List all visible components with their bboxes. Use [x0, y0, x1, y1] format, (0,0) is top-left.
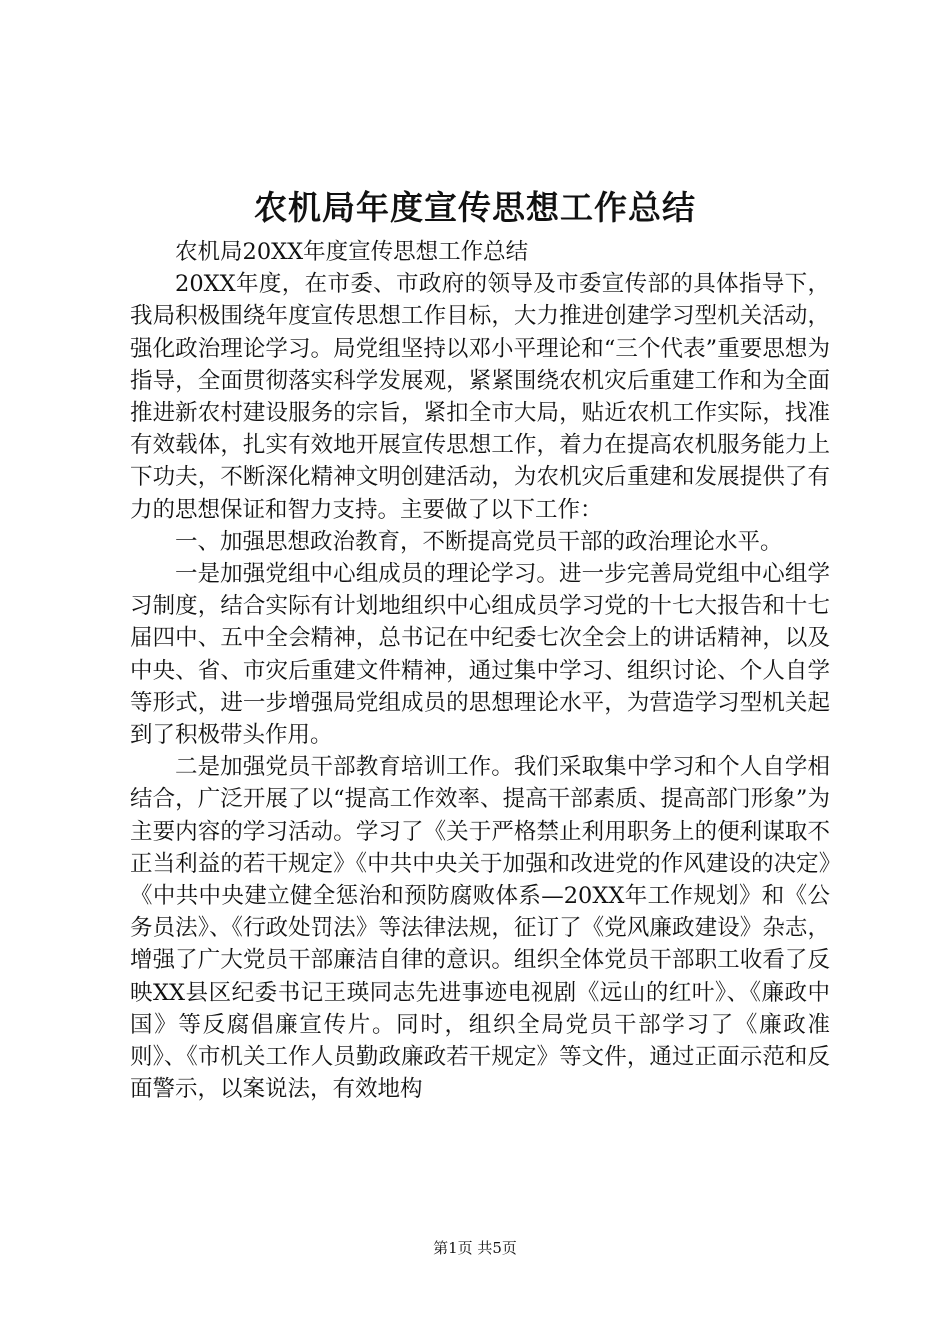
body-paragraph-intro: 20XX年度，在市委、市政府的领导及市委宣传部的具体指导下，我局积极围绕年度宣传思想工作目标，大力推进创建学习型机关活动，强化政治理论学习。局党组坚持以邓小平理论和“三个代表”重要思想为指导，全面贯彻落实科学发展观，紧紧围绕农机灾后重建工作和为全面推进新农村建设服务的宗旨，紧扣全市大局，贴近农机工作实际，找准有效载体，扎实有效地开展宣传思想工作，着力在提高农机服务能力上下功夫，不断深化精神文明创建活动，为农机灾后重建和发展提供了有力的思想保证和智力支持。主要做了以下工作：	[130, 271, 830, 523]
body-paragraph-subtitle: 农机局20XX年度宣传思想工作总结	[175, 239, 529, 265]
document-title: 农机局年度宣传思想工作总结	[254, 188, 696, 227]
body-paragraph-section-1-heading: 一、加强思想政治教育，不断提高党员干部的政治理论水平。	[175, 528, 783, 555]
page-footer: 第1页 共5页	[433, 1239, 517, 1257]
body-paragraph-item-2: 二是加强党员干部教育培训工作。我们采取集中学习和个人自学相结合，广泛开展了以“提高工作效率、提高干部素质、提高部门形象”为主要内容的学习活动。学习了《关于严格禁止利用职务上的便利谋取不正当利益的若干规定》《中共中央关于加强和改进党的作风建设的决定》《中共中央建立健全惩治和预防腐败体系—20XX年工作规划》和《公务员法》、《行政处罚法》等法律法规，征订了《党风廉政建设》杂志，增强了广大党员干部廉洁自律的意识。组织全体党员干部职工收看了反映XX县区纪委书记王瑛同志先进事迹电视剧《远山的红叶》、《廉政中国》等反腐倡廉宣传片。同时，组织全局党员干部学习了《廉政准则》、《市机关工作人员勤政廉政若干规定》等文件，通过正面示范和反面警示，以案说法，有效地构	[130, 754, 830, 1103]
body-paragraph-item-1: 一是加强党组中心组成员的理论学习。进一步完善局党组中心组学习制度，结合实际有计划地组织中心组成员学习党的十七大报告和十七届四中、五中全会精神，总书记在中纪委七次全会上的讲话精神，以及中央、省、市灾后重建文件精神，通过集中学习、组织讨论、个人自学等形式，进一步增强局党组成员的思想理论水平，为营造学习型机关起到了积极带头作用。	[130, 561, 830, 749]
document-body	[130, 236, 830, 1105]
